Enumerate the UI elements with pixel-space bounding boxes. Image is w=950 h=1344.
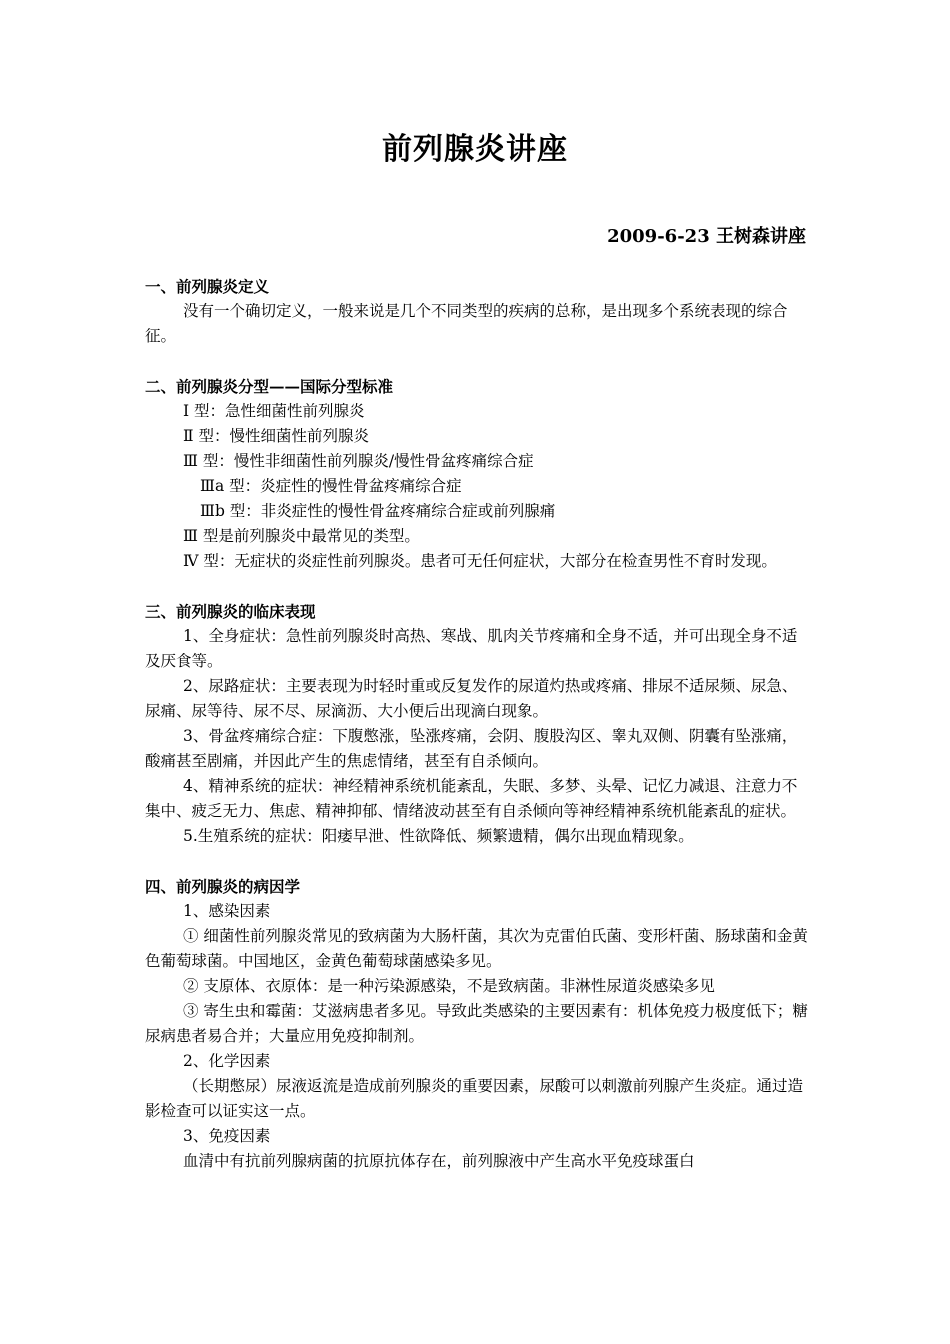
clinical-item-3: 3、骨盆疼痛综合症：下腹憋涨，坠涨疼痛，会阴、腹股沟区、睾丸双侧、阴囊有坠涨痛，酸痛甚至剧痛，并因此产生的焦虑情绪，甚至有自杀倾向。 — [145, 727, 798, 770]
type-3-line: Ⅲ 型：慢性非细菌性前列腺炎/慢性骨盆疼痛综合症 — [183, 452, 534, 470]
etiology-sub-3: 3、免疫因素 — [183, 1127, 271, 1145]
section-heading-clinical: 三、前列腺炎的临床表现 — [145, 602, 316, 621]
definition-paragraph: 没有一个确切定义，一般来说是几个不同类型的疾病的总称，是出现多个系统表现的综合征。 — [145, 302, 788, 345]
type-2-line: Ⅱ 型：慢性细菌性前列腺炎 — [183, 427, 369, 445]
etiology-sub-2a: （长期憋尿）尿液返流是造成前列腺炎的重要因素，尿酸可以刺激前列腺产生炎症。通过造影检查可以证实这一点。 — [145, 1077, 804, 1120]
section-heading-etiology: 四、前列腺炎的病因学 — [145, 877, 301, 896]
section-heading-definition: 一、前列腺炎定义 — [145, 277, 270, 296]
type-3a-line: Ⅲa 型：炎症性的慢性骨盆疼痛综合症 — [200, 477, 462, 495]
section-spacer — [145, 849, 810, 874]
etiology-sub-1: 1、感染因素 — [183, 902, 271, 920]
section-heading-classification: 二、前列腺炎分型——国际分型标准 — [145, 377, 394, 396]
type-3-note: Ⅲ 型是前列腺炎中最常见的类型。 — [183, 527, 420, 545]
clinical-item-5: 5.生殖系统的症状：阳痿早泄、性欲降低、频繁遗精，偶尔出现血精现象。 — [183, 827, 694, 845]
clinical-item-2: 2、尿路症状：主要表现为时轻时重或反复发作的尿道灼热或疼痛、排尿不适尿频、尿急、尿痛、尿等待、尿不尽、尿滴沥、大小便后出现滴白现象。 — [145, 677, 798, 720]
clinical-item-4: 4、精神系统的症状：神经精神系统机能紊乱，失眠、多梦、头晕、记忆力减退、注意力不集中、疲乏无力、焦虑、精神抑郁、情绪波动甚至有自杀倾向等神经精神系统机能紊乱的症状。 — [145, 777, 798, 820]
etiology-sub-3a: 血清中有抗前列腺病菌的抗原抗体存在，前列腺液中产生高水平免疫球蛋白 — [183, 1152, 695, 1170]
document-body — [145, 274, 810, 1174]
etiology-sub-1c: ③ 寄生虫和霉菌：艾滋病患者多见。导致此类感染的主要因素有：机体免疫力极度低下；糖尿病患者易合并；大量应用免疫抑制剂。 — [145, 1002, 808, 1045]
section-spacer — [145, 349, 810, 374]
etiology-sub-1a: ① 细菌性前列腺炎常见的致病菌为大肠杆菌，其次为克雷伯氏菌、变形杆菌、肠球菌和金黄色葡萄球菌。中国地区，金黄色葡萄球菌感染多见。 — [145, 927, 808, 970]
etiology-sub-2: 2、化学因素 — [183, 1052, 271, 1070]
section-spacer — [145, 574, 810, 599]
type-4-line: Ⅳ 型：无症状的炎症性前列腺炎。患者可无任何症状，大部分在检查男性不育时发现。 — [183, 552, 777, 570]
type-3b-line: Ⅲb 型：非炎症性的慢性骨盆疼痛综合症或前列腺痛 — [200, 502, 556, 520]
etiology-sub-1b: ② 支原体、衣原体：是一种污染源感染，不是致病菌。非淋性尿道炎感染多见 — [183, 977, 715, 995]
document-title: 前列腺炎讲座 — [382, 132, 568, 167]
type-1-line: Ⅰ 型：急性细菌性前列腺炎 — [183, 402, 365, 420]
lecture-byline: 2009-6-23 王树森讲座 — [607, 226, 806, 247]
clinical-item-1: 1、全身症状：急性前列腺炎时高热、寒战、肌肉关节疼痛和全身不适，并可出现全身不适及厌食等。 — [145, 627, 798, 670]
